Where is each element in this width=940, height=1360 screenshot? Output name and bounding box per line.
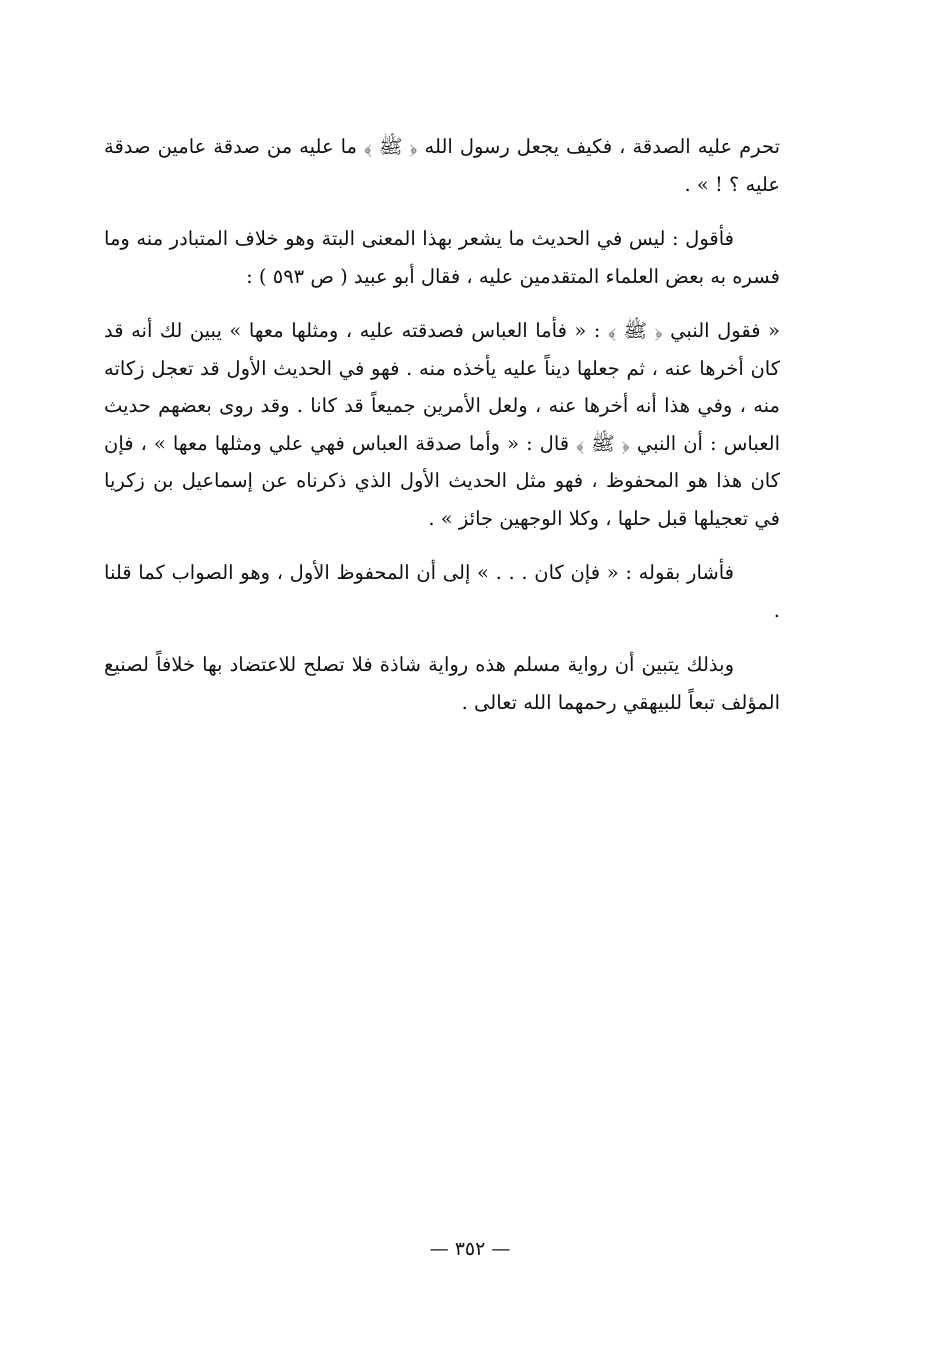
paragraph-conclusion: فأشار بقوله : « فإن كان . . . » إلى أن المحفوظ الأول ، وهو الصواب كما قلنا . <box>104 561 780 622</box>
paragraph-final: وبذلك يتبين أن رواية مسلم هذه رواية شاذة فلا تصلح للاعتضاد بها خلافاً لصنيع المؤلف تبعاً للبيهقي رحمهما الله تعالى . <box>104 653 780 714</box>
paragraph-quotation: « فقول النبي ﴿ ﷺ ﴾ : « فأما العباس فصدقته عليه ، ومثلها معها » يبين لك أنه قد كان أخرها عنه ، ثم جعلها ديناً عليه يأخذه منه . فهو في الحديث الأول قد تعجل زكاته منه ، وفي هذا أنه أخرها عنه ، ولعل الأمرين جميعاً قد كانا . وقد روى بعضهم حديث العباس : أن النبي ﴿ ﷺ ﴾ قال : « وأما صدقة العباس فهي علي ومثلها معها » ، فإن كان هذا هو المحفوظ ، فهو مثل الحديث الأول الذي ذكرناه عن إسماعيل بن زكريا في تعجيلها قبل حلها ، وكلا الوجهين جائز » . <box>104 319 780 530</box>
page-number: — ٣٥٢ — <box>429 1238 511 1260</box>
body-text <box>104 128 780 738</box>
paragraph-response: فأقول : ليس في الحديث ما يشعر بهذا المعنى البتة وهو خلاف المتبادر منه وما فسره به بعض العلماء المتقدمين عليه ، فقال أبو عبيد ( ص ٥٩٣ ) : <box>104 227 780 288</box>
paragraph-continuation: تحرم عليه الصدقة ، فكيف يجعل رسول الله ﴿ ﷺ ﴾ ما عليه من صدقة عامين صدقة عليه ؟ ! » . <box>104 135 780 196</box>
